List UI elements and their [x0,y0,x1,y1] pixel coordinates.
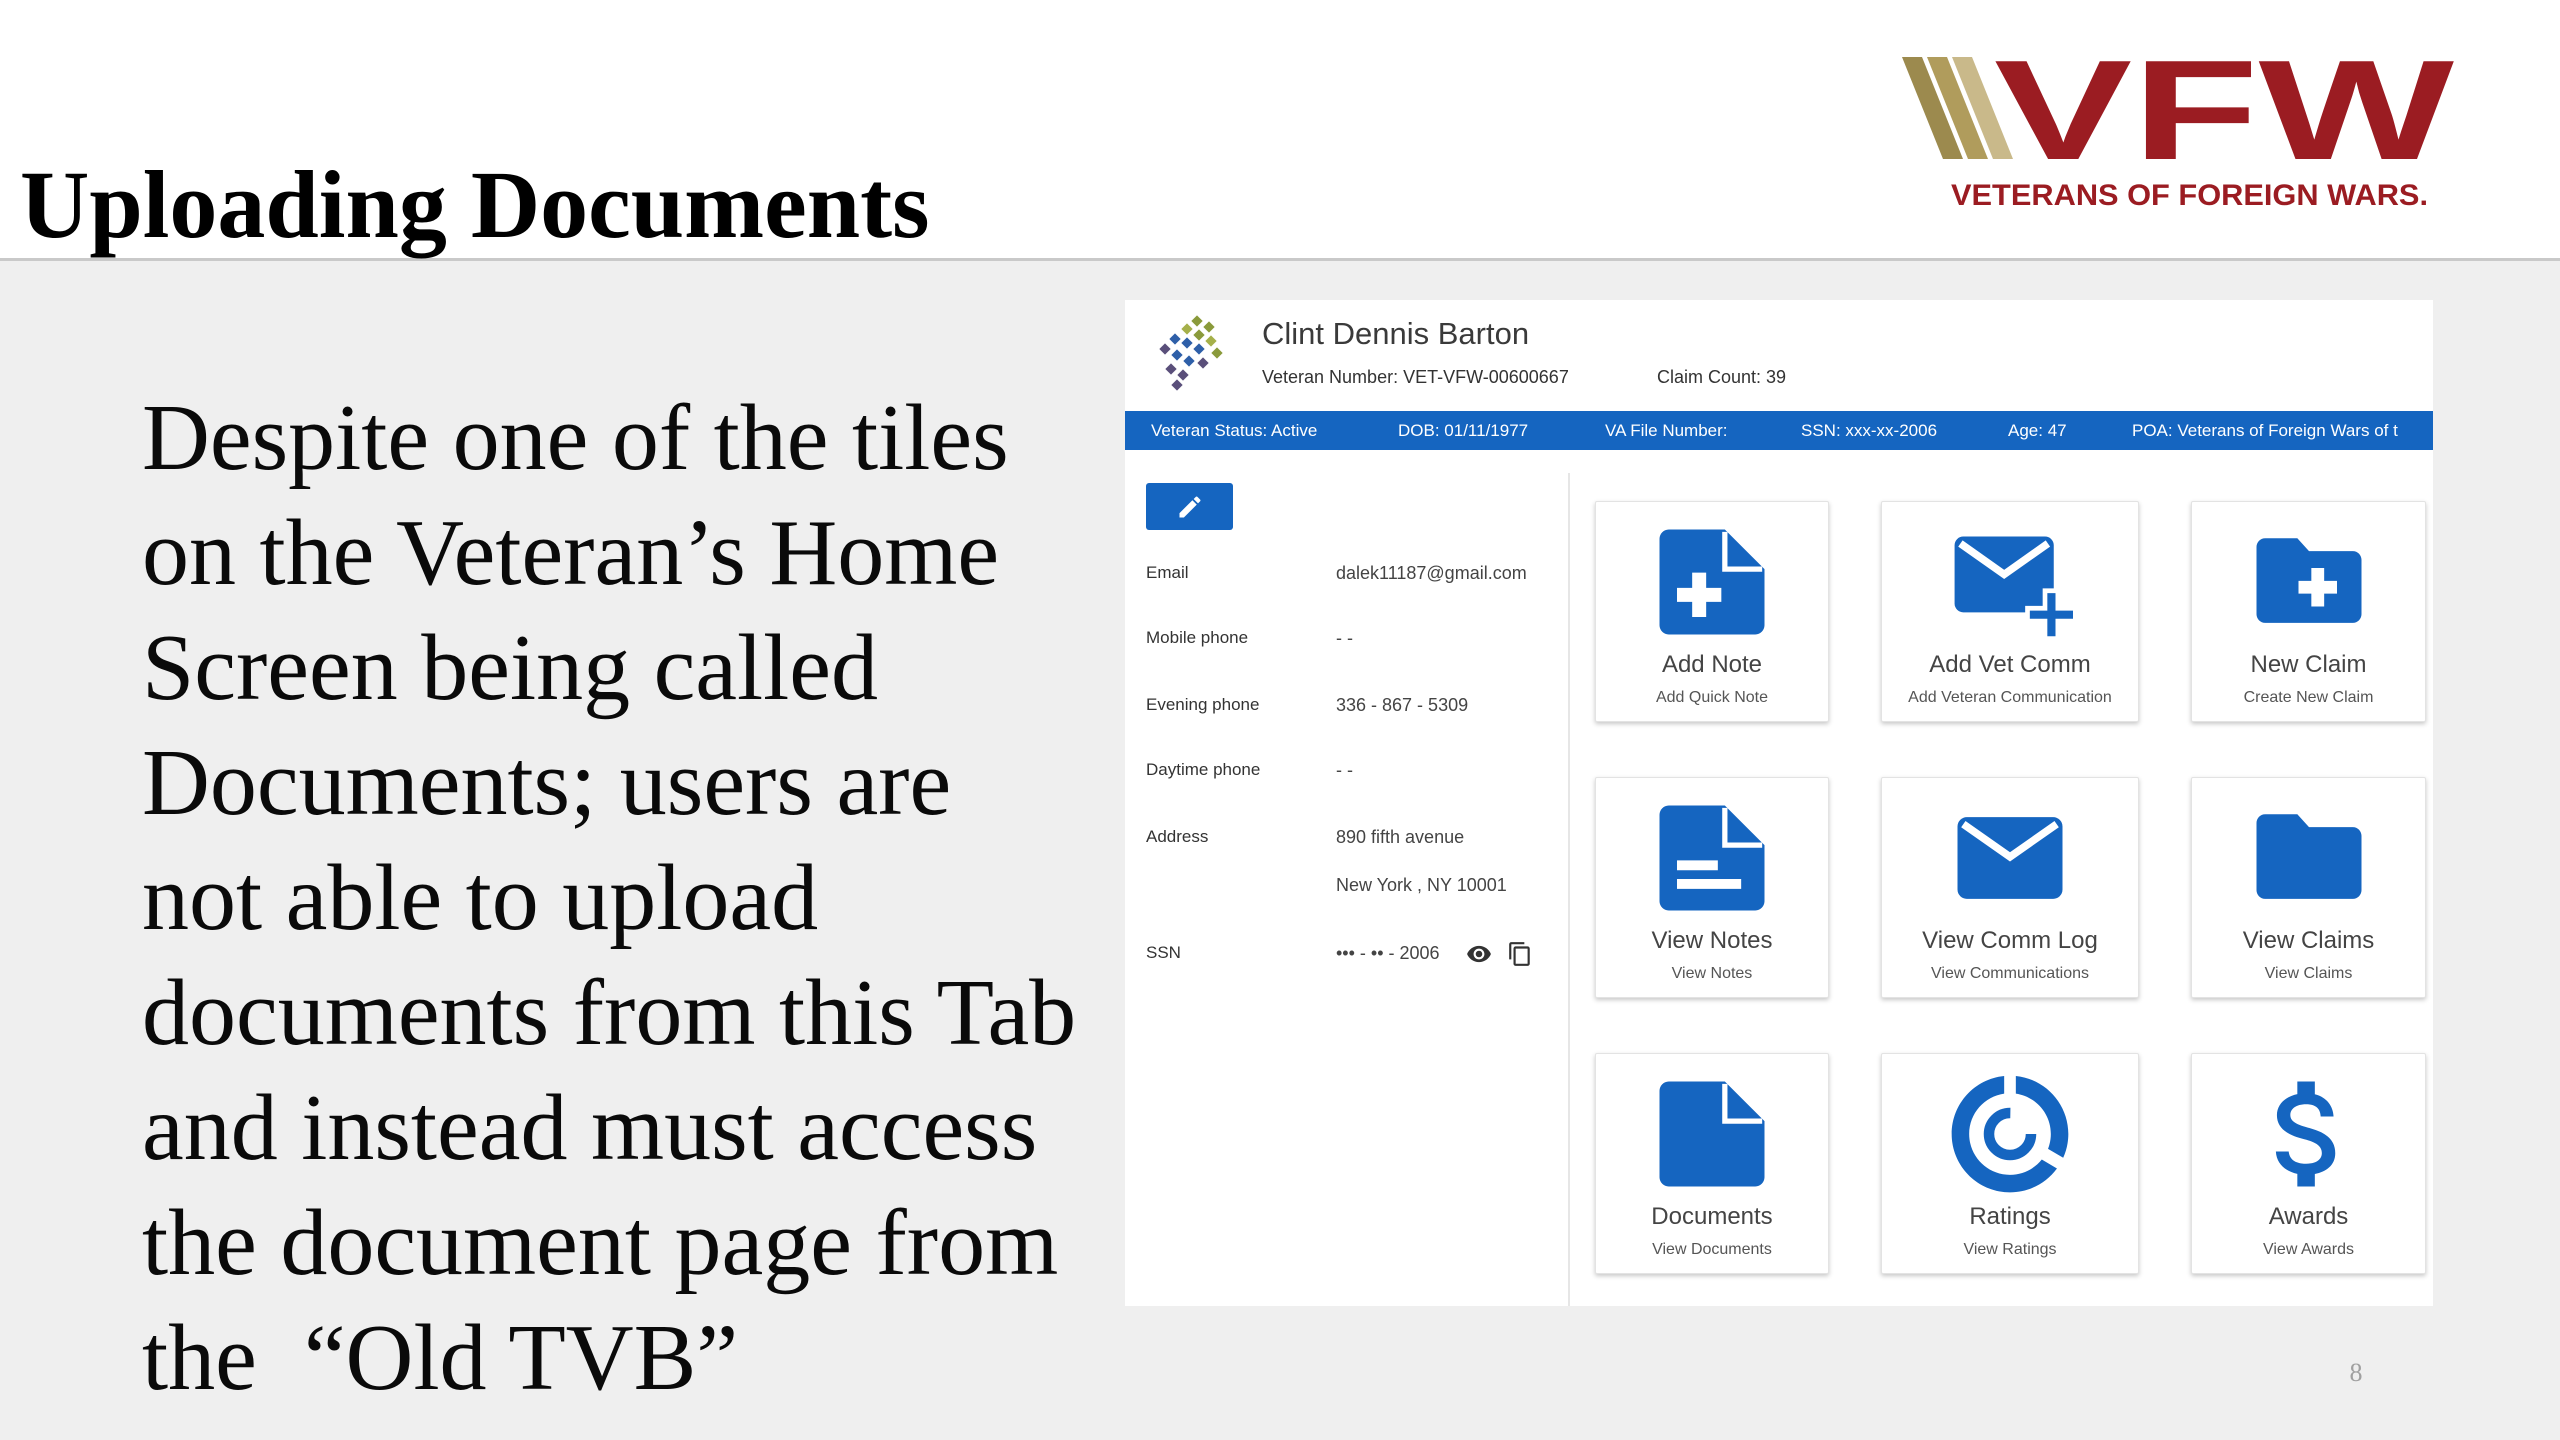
veteran-name: Clint Dennis Barton [1262,316,1530,351]
tile-view-claims[interactable] [2191,777,2426,998]
tile-view-notes[interactable] [1595,777,1829,998]
body-line: the “Old TVB” [142,1306,739,1410]
vfw-logo [1894,49,2464,224]
home-tiles-grid [1595,501,2426,1274]
tile-new-claim[interactable] [2191,501,2426,722]
body-line: Screen being called [142,616,878,720]
daytime-phone-label: Daytime phone [1146,760,1261,779]
copy-icon[interactable] [1505,939,1535,969]
edit-contact-button[interactable] [1146,483,1233,530]
tile-subtitle: View Awards [2262,1241,2354,1258]
tile-awards[interactable] [2191,1053,2426,1274]
slide-body-text [142,381,1076,1416]
tile-subtitle: Create New Claim [2243,689,2374,706]
address-line-2: New York , NY 10001 [1336,875,1507,895]
tile-subtitle: View Claims [2264,965,2353,982]
veteran-home-screen [1125,300,2433,1306]
body-line: Documents; users are [142,731,952,835]
tile-title: Add Vet Comm [1929,651,2091,678]
dotted-diamond-logo-icon [1147,313,1233,399]
evening-phone-value: 336 - 867 - 5309 [1336,695,1469,715]
tile-subtitle: Add Veteran Communication [1908,689,2112,706]
tile-subtitle: View Documents [1652,1241,1772,1258]
tile-subtitle: View Ratings [1963,1241,2057,1258]
folder-icon [2239,788,2379,928]
email-value: dalek11187@gmail.com [1336,563,1527,583]
tile-title: Ratings [1969,1203,2051,1230]
eye-icon[interactable] [1464,939,1494,969]
veteran-poa: POA: Veterans of Foreign Wars of t [2132,421,2398,440]
tile-title: Add Note [1661,651,1763,678]
tile-view-comm-log[interactable] [1881,777,2139,998]
veteran-dob: DOB: 01/11/1977 [1398,421,1529,440]
body-line: not able to upload [142,846,819,950]
tile-title: View Comm Log [1922,927,2098,954]
tile-title: Awards [2268,1203,2349,1230]
tile-title: New Claim [2250,651,2367,678]
ratings-ring-icon [1940,1064,2080,1204]
mobile-phone-label: Mobile phone [1146,628,1249,647]
claim-count: Claim Count: 39 [1657,367,1787,387]
body-line: on the Veteran’s Home [142,501,1000,605]
va-file-number: VA File Number: [1605,421,1728,440]
ssn-label: SSN [1146,943,1181,962]
veteran-ssn: SSN: xxx-xx-2006 [1801,421,1938,440]
tile-subtitle: View Communications [1931,965,2089,982]
veteran-age: Age: 47 [2008,421,2067,440]
slide-header [0,0,2560,261]
file-icon [1642,1064,1782,1204]
dollar-icon [2239,1064,2379,1204]
envelope-icon [1940,788,2080,928]
mobile-phone-value: - - [1336,628,1353,648]
file-lines-icon [1642,788,1782,928]
pencil-icon [1176,493,1204,521]
slide-title: Uploading Documents [20,151,930,258]
tile-subtitle: View Notes [1671,965,1753,982]
ssn-masked-value: ••• - •• - 2006 [1336,943,1440,963]
body-line: Despite one of the tiles [142,386,1009,490]
tile-subtitle: Add Quick Note [1655,689,1769,706]
tile-documents[interactable] [1595,1053,1829,1274]
veteran-status: Veteran Status: Active [1151,421,1318,440]
folder-plus-icon [2239,512,2379,652]
tile-title: View Notes [1651,927,1773,954]
page-number: 8 [2349,1358,2363,1387]
address-label: Address [1146,827,1209,846]
tile-add-vet-comm[interactable] [1881,501,2139,722]
veteran-number: Veteran Number: VET-VFW-00600667 [1262,367,1569,387]
panel-divider [1568,473,1570,1306]
email-label: Email [1146,563,1189,582]
evening-phone-label: Evening phone [1146,695,1260,714]
body-line: documents from this Tab [142,961,1077,1065]
tile-title: View Claims [2242,927,2375,954]
address-line-1: 890 fifth avenue [1336,827,1465,847]
body-line: the document page from [142,1191,1059,1295]
logo-tagline: VETERANS OF FOREIGN WARS. [1951,179,2428,212]
envelope-plus-icon [1940,512,2080,652]
daytime-phone-value: - - [1336,760,1353,780]
body-line: and instead must access [142,1076,1038,1180]
tile-add-note[interactable] [1595,501,1829,722]
tile-ratings[interactable] [1881,1053,2139,1274]
logo-wordmark: VFW [1994,49,2454,190]
note-add-icon [1642,512,1782,652]
tile-title: Documents [1651,1203,1773,1230]
veteran-status-bar [1125,411,2433,450]
